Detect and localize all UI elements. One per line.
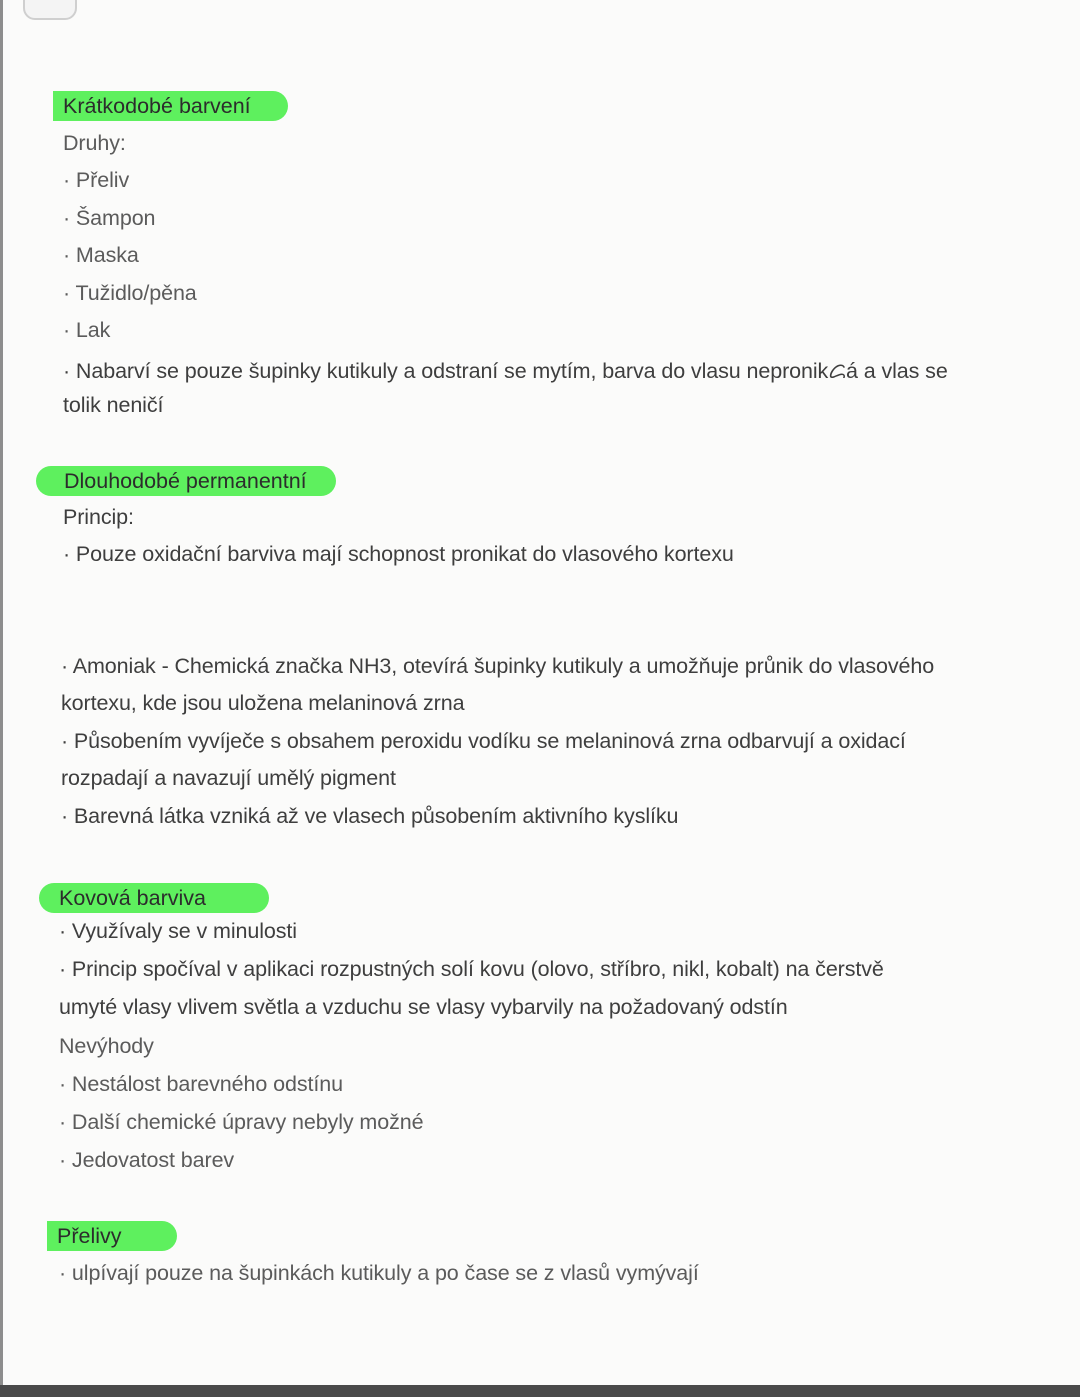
list-item: · Nestálost barevného odstínu xyxy=(59,1072,343,1096)
text-line: rozpadají a navazují umělý pigment xyxy=(61,766,396,790)
list-item: · Využívaly se v minulosti xyxy=(59,919,297,943)
list-item: · Přeliv xyxy=(63,168,130,192)
scan-bottom-edge xyxy=(0,1385,1080,1397)
list-item: · Barevná látka vzniká až ve vlasech působením aktivního kyslíku xyxy=(61,804,679,828)
page-corner-tab xyxy=(23,0,77,20)
list-item: · Maska xyxy=(63,243,139,267)
heading-prelivy: Přelivy xyxy=(47,1221,177,1251)
list-item: · Působením vyvíječe s obsahem peroxidu vodíku se melaninová zrna odbarvují a oxidací xyxy=(61,729,906,753)
list-item: · Nabarví se pouze šupinky kutikuly a odstraní se mytím, barva do vlasu nepronikᝯá a vlas se xyxy=(63,359,948,383)
heading-dlouhodobe-permanentni: Dlouhodobé permanentní xyxy=(36,466,336,496)
heading-kratkodobe-barveni: Krátkodobé barvení xyxy=(53,91,288,121)
list-item: · ulpívají pouze na šupinkách kutikuly a po čase se z vlasů vymývají xyxy=(59,1261,699,1285)
list-item: · Další chemické úpravy nebyly možné xyxy=(59,1110,424,1134)
text-line: umyté vlasy vlivem světla a vzduchu se vlasy vybarvily na požadovaný odstín xyxy=(59,995,788,1019)
list-item: · Princip spočíval v aplikaci rozpustných solí kovu (olovo, stříbro, nikl, kobalt) na čerstvě xyxy=(59,957,884,981)
text-line: Druhy: xyxy=(63,131,126,155)
list-item: · Lak xyxy=(63,318,111,342)
list-item: · Šampon xyxy=(63,206,156,230)
heading-kovova-barviva: Kovová barviva xyxy=(39,883,269,913)
text-line: tolik neničí xyxy=(63,393,164,417)
list-item: · Jedovatost barev xyxy=(59,1148,235,1172)
list-item: · Pouze oxidační barviva mají schopnost pronikat do vlasového kortexu xyxy=(63,542,734,566)
text-line: Nevýhody xyxy=(59,1034,154,1058)
list-item: · Amoniak - Chemická značka NH3, otevírá šupinky kutikuly a umožňuje průnik do vlasového xyxy=(61,654,935,678)
list-item: · Tužidlo/pěna xyxy=(63,281,197,305)
text-line: Princip: xyxy=(63,505,134,529)
text-line: kortexu, kde jsou uložena melaninová zrna xyxy=(61,691,465,715)
